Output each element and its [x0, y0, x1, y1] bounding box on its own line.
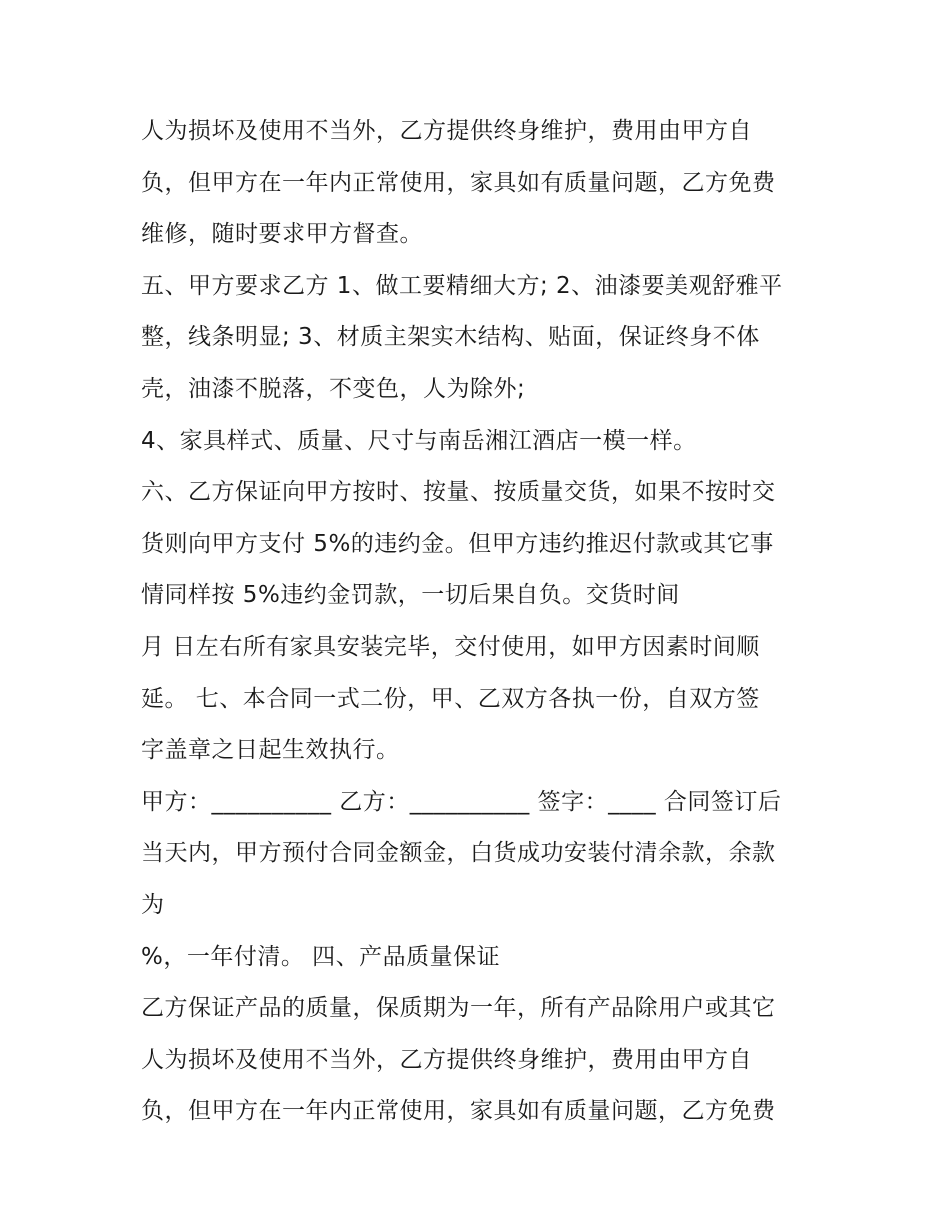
- text-line: 延。 七、本合同一式二份，甲、乙双方各执一份，自双方签: [141, 685, 760, 712]
- text-line: %，一年付清。 四、产品质量保证: [141, 943, 501, 970]
- text-line: 整，线条明显; 3、材质主架实木结构、贴面，保证终身不体: [141, 324, 760, 351]
- text-line: 乙方保证产品的质量，保质期为一年，所有产品除用户或其它: [141, 995, 776, 1022]
- text-line: 月 日左右所有家具安装完毕，交付使用，如甲方因素时间顺: [141, 633, 760, 660]
- text-line: 为: [141, 891, 165, 918]
- contract-text-body: [141, 106, 831, 1138]
- text-line: 字盖章之日起生效执行。: [141, 737, 400, 764]
- text-line: 维修，随时要求甲方督查。: [141, 221, 423, 248]
- text-line: 壳，油漆不脱落，不变色，人为除外;: [141, 375, 526, 402]
- text-line: 4、家具样式、质量、尺寸与南岳湘江酒店一模一样。: [141, 427, 697, 454]
- text-line: 人为损坏及使用不当外，乙方提供终身维护，费用由甲方自: [141, 1046, 752, 1073]
- text-line: 五、甲方要求乙方 1、做工要精细大方; 2、油漆要美观舒雅平: [141, 272, 783, 299]
- text-line: 当天内，甲方预付合同金额金，白货成功安装付清余款，余款: [141, 840, 776, 867]
- text-line: 情同样按 5%违约金罚款，一切后果自负。交货时间: [141, 582, 680, 609]
- text-line: 负，但甲方在一年内正常使用，家具如有质量问题，乙方免费: [141, 169, 776, 196]
- text-line: 人为损坏及使用不当外，乙方提供终身维护，费用由甲方自: [141, 118, 752, 144]
- signature-line: 甲方：__________ 乙方：__________ 签字：____ 合同签订后: [141, 788, 782, 815]
- text-line: 负，但甲方在一年内正常使用，家具如有质量问题，乙方免费: [141, 1098, 776, 1125]
- text-line: 六、乙方保证向甲方按时、按量、按质量交货，如果不按时交: [141, 479, 776, 506]
- text-line: 货则向甲方支付 5%的违约金。但甲方违约推迟付款或其它事: [141, 530, 774, 557]
